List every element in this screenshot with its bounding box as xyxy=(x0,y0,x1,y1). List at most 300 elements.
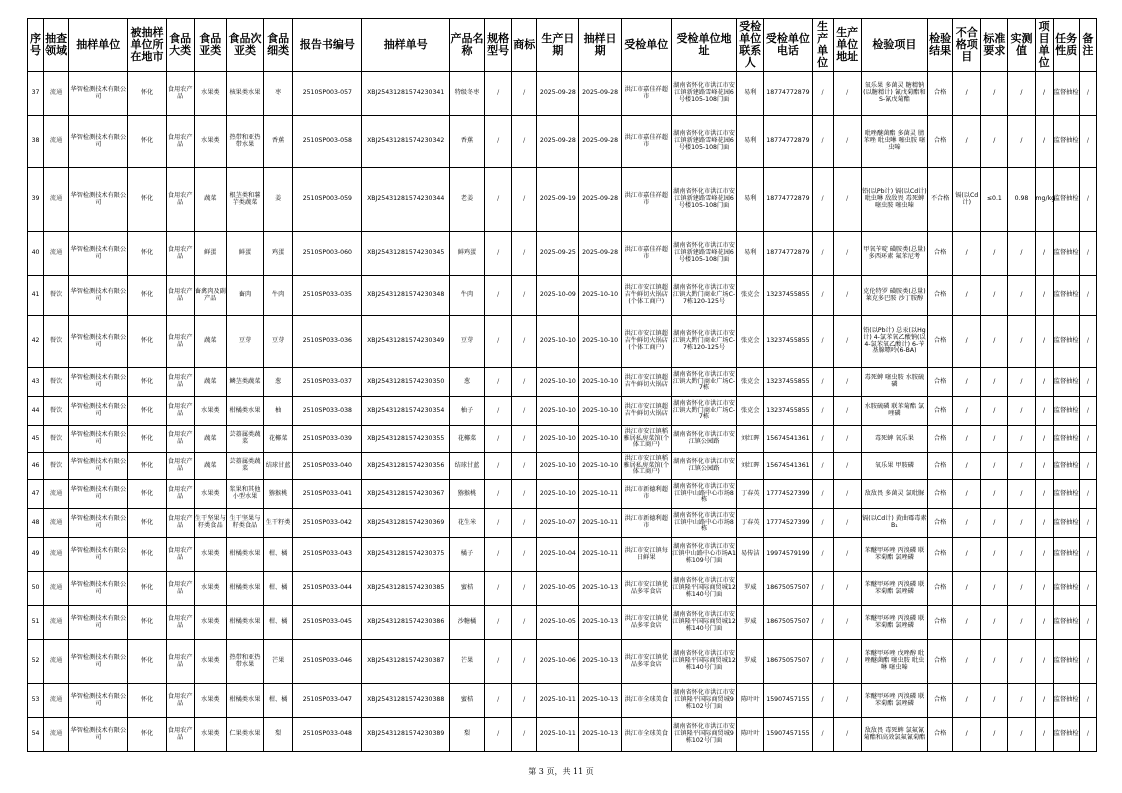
cell-product: 猕猴桃 xyxy=(449,480,484,509)
cell-sample-date: 2025-10-10 xyxy=(579,276,621,316)
cell-producer-addr: / xyxy=(833,718,861,752)
cell-items: 克伦特罗 磺胺类(总量) 莱克多巴胺 沙丁胺醇 xyxy=(861,276,927,316)
table-row xyxy=(28,718,1097,752)
cell-cat2: 蔬菜 xyxy=(194,168,226,232)
cell-seq: 46 xyxy=(28,453,44,480)
cell-spec: / xyxy=(485,426,512,453)
cell-report: 2510SP033-040 xyxy=(293,453,362,480)
cell-domain: 流通 xyxy=(44,480,69,509)
cell-item-unit: / xyxy=(1035,397,1053,426)
cell-sampler: 华智检测技术有限公司 xyxy=(69,316,128,368)
table-row xyxy=(28,572,1097,606)
cell-phone: 13237455855 xyxy=(764,316,812,368)
cell-report: 2510SP033-035 xyxy=(293,276,362,316)
cell-result: 合格 xyxy=(928,572,953,606)
cell-measured: / xyxy=(1008,718,1035,752)
cell-report: 2510SP003-060 xyxy=(293,232,362,276)
cell-seq: 51 xyxy=(28,606,44,640)
cell-note: / xyxy=(1079,368,1096,397)
cell-standard: / xyxy=(981,368,1008,397)
cell-items: 苯醚甲环唑 丙溴磷 联苯菊酯 氯唑磷 xyxy=(861,606,927,640)
cell-seq: 52 xyxy=(28,640,44,684)
cell-brand: / xyxy=(512,509,537,538)
header-cell: 报告书编号 xyxy=(293,19,362,72)
cell-seq: 41 xyxy=(28,276,44,316)
cell-contact: 刘红晖 xyxy=(737,453,764,480)
cell-domain: 餐饮 xyxy=(44,453,69,480)
cell-seq: 39 xyxy=(28,168,44,232)
header-cell: 抽查领域 xyxy=(44,19,69,72)
cell-cat4: 结球甘蓝 xyxy=(264,453,293,480)
cell-item-unit: / xyxy=(1035,72,1053,116)
cell-producer: / xyxy=(812,640,833,684)
table-row xyxy=(28,232,1097,276)
cell-prod-date: 2025-10-11 xyxy=(537,684,579,718)
cell-result: 合格 xyxy=(928,538,953,572)
cell-report: 2510SP033-046 xyxy=(293,640,362,684)
cell-domain: 流通 xyxy=(44,116,69,168)
cell-unit: 洪江市安江镇超吉牛鲜切火锅店(个体工商户) xyxy=(621,276,671,316)
cell-product: 沙糖橘 xyxy=(449,606,484,640)
cell-sample-no: XBJ25431281574230386 xyxy=(362,606,449,640)
cell-items: 敌敌畏 多菌灵 氯吡脲 xyxy=(861,480,927,509)
table-row xyxy=(28,368,1097,397)
cell-phone: 18675057507 xyxy=(764,572,812,606)
cell-standard: / xyxy=(981,426,1008,453)
cell-nature: 监督抽检 xyxy=(1053,426,1079,453)
cell-sample-no: XBJ25431281574230354 xyxy=(362,397,449,426)
cell-product: 豆芽 xyxy=(449,316,484,368)
cell-nature: 监督抽检 xyxy=(1053,368,1079,397)
cell-cat2: 水果类 xyxy=(194,718,226,752)
cell-cat2: 畜禽肉及副产品 xyxy=(194,276,226,316)
cell-cat4: 鸡蛋 xyxy=(264,232,293,276)
cell-spec: / xyxy=(485,480,512,509)
cell-fail-item: / xyxy=(953,72,981,116)
cell-phone: 18774772879 xyxy=(764,72,812,116)
cell-cat2: 水果类 xyxy=(194,606,226,640)
cell-unit: 洪江市安江镇每日鲜果 xyxy=(621,538,671,572)
cell-cat1: 食用农产品 xyxy=(166,232,194,276)
cell-report: 2510SP003-059 xyxy=(293,168,362,232)
cell-cat3: 芸薹属类蔬菜 xyxy=(226,453,263,480)
cell-cat1: 食用农产品 xyxy=(166,116,194,168)
cell-brand: / xyxy=(512,640,537,684)
cell-sample-no: XBJ25431281574230388 xyxy=(362,684,449,718)
cell-address: 湖南省怀化市洪江市安江镇新建路雪峰花园6号楼105-108门面 xyxy=(671,168,736,232)
cell-producer: / xyxy=(812,426,833,453)
cell-sample-date: 2025-10-13 xyxy=(579,718,621,752)
cell-spec: / xyxy=(485,718,512,752)
cell-sample-date: 2025-10-10 xyxy=(579,453,621,480)
cell-sample-no: XBJ25431281574230375 xyxy=(362,538,449,572)
cell-seq: 54 xyxy=(28,718,44,752)
cell-cat4: 柑、橘 xyxy=(264,538,293,572)
cell-nature: 监督抽检 xyxy=(1053,168,1079,232)
cell-sample-no: XBJ25431281574230385 xyxy=(362,572,449,606)
cell-cat1: 食用农产品 xyxy=(166,480,194,509)
cell-standard: / xyxy=(981,572,1008,606)
cell-producer: / xyxy=(812,538,833,572)
cell-address: 湖南省怀化市洪江市安江镇新建路雪峰花园6号楼105-108门面 xyxy=(671,72,736,116)
cell-prod-date: 2025-09-19 xyxy=(537,168,579,232)
cell-unit: 洪江市安江镇优品多零食店 xyxy=(621,640,671,684)
cell-city: 怀化 xyxy=(128,116,166,168)
cell-domain: 流通 xyxy=(44,572,69,606)
cell-nature: 监督抽检 xyxy=(1053,276,1079,316)
cell-cat3: 根茎类和薯芋类蔬菜 xyxy=(226,168,263,232)
cell-prod-date: 2025-10-10 xyxy=(537,453,579,480)
cell-contact: 丁春英 xyxy=(737,480,764,509)
cell-nature: 监督抽检 xyxy=(1053,232,1079,276)
cell-producer: / xyxy=(812,572,833,606)
cell-cat4: 柑、橘 xyxy=(264,684,293,718)
cell-unit: 洪江市嘉佳祥超市 xyxy=(621,168,671,232)
header-cell: 生产单位地址 xyxy=(833,19,861,72)
cell-items: 苯醚甲环唑 丙溴磷 联苯菊酯 氯唑磷 xyxy=(861,684,927,718)
cell-cat3: 柑橘类水果 xyxy=(226,538,263,572)
cell-fail-item: / xyxy=(953,316,981,368)
cell-sample-date: 2025-10-10 xyxy=(579,397,621,426)
cell-standard: / xyxy=(981,509,1008,538)
cell-report: 2510SP033-044 xyxy=(293,572,362,606)
header-cell: 项目单位 xyxy=(1035,19,1053,72)
cell-contact: 丁春英 xyxy=(737,509,764,538)
cell-city: 怀化 xyxy=(128,368,166,397)
cell-brand: / xyxy=(512,168,537,232)
cell-prod-date: 2025-10-10 xyxy=(537,397,579,426)
cell-cat4: 葱 xyxy=(264,368,293,397)
cell-brand: / xyxy=(512,116,537,168)
cell-address: 湖南省怀化市洪江市安江镇中山路中心市场8栋 xyxy=(671,480,736,509)
cell-brand: / xyxy=(512,718,537,752)
cell-fail-item: / xyxy=(953,572,981,606)
cell-item-unit: mg/kg xyxy=(1035,168,1053,232)
cell-producer-addr: / xyxy=(833,509,861,538)
cell-sampler: 华智检测技术有限公司 xyxy=(69,276,128,316)
cell-sampler: 华智检测技术有限公司 xyxy=(69,426,128,453)
cell-producer: / xyxy=(812,276,833,316)
cell-nature: 监督抽检 xyxy=(1053,572,1079,606)
cell-cat2: 蔬菜 xyxy=(194,316,226,368)
cell-cat1: 食用农产品 xyxy=(166,509,194,538)
cell-contact: 罗威 xyxy=(737,640,764,684)
cell-address: 湖南省怀化市洪江市安江镇大黔门商业广场C-7栋120-125号 xyxy=(671,316,736,368)
cell-cat4: 芒果 xyxy=(264,640,293,684)
cell-cat2: 水果类 xyxy=(194,72,226,116)
cell-seq: 44 xyxy=(28,397,44,426)
cell-items: 苯醚甲环唑 丙溴磷 联苯菊酯 氯唑磷 xyxy=(861,538,927,572)
cell-result: 合格 xyxy=(928,684,953,718)
cell-items: 氧乐果 甲胺磷 xyxy=(861,453,927,480)
cell-result: 合格 xyxy=(928,232,953,276)
cell-result: 合格 xyxy=(928,509,953,538)
cell-city: 怀化 xyxy=(128,718,166,752)
cell-seq: 45 xyxy=(28,426,44,453)
cell-cat1: 食用农产品 xyxy=(166,426,194,453)
cell-address: 湖南省怀化市洪江市安江镇隆平国际商贸城9栋102号门面 xyxy=(671,718,736,752)
page-footer: 第 3 页，共 11 页 xyxy=(528,767,594,776)
cell-city: 怀化 xyxy=(128,572,166,606)
cell-items: 毒死蜱 氧乐果 xyxy=(861,426,927,453)
cell-measured: / xyxy=(1008,509,1035,538)
cell-items: 苯醚甲环唑 戊唑醇 吡唑醚菌酯 噻虫胺 吡虫啉 噻虫嗪 xyxy=(861,640,927,684)
cell-product: 蜜桔 xyxy=(449,572,484,606)
cell-brand: / xyxy=(512,72,537,116)
cell-cat4: 柑、橘 xyxy=(264,572,293,606)
cell-measured: / xyxy=(1008,572,1035,606)
cell-measured: / xyxy=(1008,368,1035,397)
cell-unit: 洪江市嘉佳祥超市 xyxy=(621,232,671,276)
cell-sampler: 华智检测技术有限公司 xyxy=(69,640,128,684)
cell-cat1: 食用农产品 xyxy=(166,276,194,316)
cell-standard: / xyxy=(981,606,1008,640)
cell-item-unit: / xyxy=(1035,276,1053,316)
cell-cat3: 畜肉 xyxy=(226,276,263,316)
cell-measured: / xyxy=(1008,72,1035,116)
cell-cat1: 食用农产品 xyxy=(166,640,194,684)
cell-city: 怀化 xyxy=(128,684,166,718)
cell-producer-addr: / xyxy=(833,606,861,640)
cell-standard: / xyxy=(981,232,1008,276)
cell-city: 怀化 xyxy=(128,276,166,316)
cell-sample-date: 2025-09-28 xyxy=(579,116,621,168)
cell-cat4: 柚 xyxy=(264,397,293,426)
cell-sample-no: XBJ25431281574230344 xyxy=(362,168,449,232)
cell-result: 合格 xyxy=(928,718,953,752)
cell-sample-date: 2025-10-13 xyxy=(579,684,621,718)
cell-spec: / xyxy=(485,116,512,168)
cell-result: 合格 xyxy=(928,426,953,453)
cell-sample-date: 2025-10-11 xyxy=(579,480,621,509)
cell-sampler: 华智检测技术有限公司 xyxy=(69,509,128,538)
cell-city: 怀化 xyxy=(128,453,166,480)
cell-note: / xyxy=(1079,316,1096,368)
cell-report: 2510SP033-042 xyxy=(293,509,362,538)
cell-prod-date: 2025-09-28 xyxy=(537,116,579,168)
header-cell: 食品大类 xyxy=(166,19,194,72)
cell-note: / xyxy=(1079,480,1096,509)
cell-seq: 38 xyxy=(28,116,44,168)
cell-prod-date: 2025-10-07 xyxy=(537,509,579,538)
cell-fail-item: / xyxy=(953,640,981,684)
cell-note: / xyxy=(1079,276,1096,316)
cell-seq: 53 xyxy=(28,684,44,718)
cell-nature: 监督抽检 xyxy=(1053,538,1079,572)
cell-items: 吡唑醚菌酯 多菌灵 腈苯唑 吡虫啉 噻虫胺 噻虫嗪 xyxy=(861,116,927,168)
cell-item-unit: / xyxy=(1035,480,1053,509)
cell-nature: 监督抽检 xyxy=(1053,718,1079,752)
cell-brand: / xyxy=(512,606,537,640)
cell-result: 合格 xyxy=(928,116,953,168)
cell-seq: 42 xyxy=(28,316,44,368)
cell-cat4: 牛肉 xyxy=(264,276,293,316)
header-cell: 食品亚类 xyxy=(194,19,226,72)
cell-sample-date: 2025-10-10 xyxy=(579,426,621,453)
cell-cat3: 柑橘类水果 xyxy=(226,397,263,426)
cell-sample-no: XBJ25431281574230389 xyxy=(362,718,449,752)
cell-items: 铅(以Pb计) 总汞(以Hg计) 4-氯苯氧乙酸钠(以4-氯苯氧乙酸计) 6-苄基腺嘌呤(6-BA) xyxy=(861,316,927,368)
cell-item-unit: / xyxy=(1035,606,1053,640)
cell-cat4: 梨 xyxy=(264,718,293,752)
cell-address: 湖南省怀化市洪江市安江镇公园路 xyxy=(671,426,736,453)
cell-items: 水胺硫磷 联苯菊酯 氯唑磷 xyxy=(861,397,927,426)
cell-city: 怀化 xyxy=(128,316,166,368)
cell-seq: 40 xyxy=(28,232,44,276)
cell-unit: 洪江市全球美食 xyxy=(621,684,671,718)
cell-cat1: 食用农产品 xyxy=(166,453,194,480)
cell-fail-item: / xyxy=(953,116,981,168)
cell-measured: / xyxy=(1008,397,1035,426)
cell-standard: / xyxy=(981,276,1008,316)
cell-sampler: 华智检测技术有限公司 xyxy=(69,116,128,168)
cell-cat2: 水果类 xyxy=(194,572,226,606)
cell-spec: / xyxy=(485,453,512,480)
cell-producer-addr: / xyxy=(833,72,861,116)
table-row xyxy=(28,276,1097,316)
cell-unit: 洪江市安江镇超吉牛鲜切火锅店 xyxy=(621,397,671,426)
cell-seq: 43 xyxy=(28,368,44,397)
cell-address: 湖南省怀化市洪江市安江镇大黔门商业广场C-7栋120-125号 xyxy=(671,276,736,316)
cell-fail-item: / xyxy=(953,718,981,752)
cell-seq: 50 xyxy=(28,572,44,606)
cell-cat2: 生干坚果与籽类食品 xyxy=(194,509,226,538)
cell-item-unit: / xyxy=(1035,640,1053,684)
cell-unit: 洪江市安江镇超吉牛鲜切火锅店(个体工商户) xyxy=(621,316,671,368)
cell-item-unit: / xyxy=(1035,426,1053,453)
cell-report: 2510SP033-048 xyxy=(293,718,362,752)
cell-cat3: 柑橘类水果 xyxy=(226,684,263,718)
cell-product: 柚子 xyxy=(449,397,484,426)
header-cell: 受检单位 xyxy=(621,19,671,72)
cell-spec: / xyxy=(485,538,512,572)
sampling-results-table xyxy=(27,18,1097,752)
header-cell: 被抽样单位所在地市 xyxy=(128,19,166,72)
cell-note: / xyxy=(1079,572,1096,606)
cell-measured: / xyxy=(1008,276,1035,316)
cell-nature: 监督抽检 xyxy=(1053,480,1079,509)
cell-product: 梨 xyxy=(449,718,484,752)
cell-city: 怀化 xyxy=(128,426,166,453)
cell-standard: / xyxy=(981,453,1008,480)
cell-cat2: 蔬菜 xyxy=(194,453,226,480)
cell-phone: 18675057507 xyxy=(764,606,812,640)
cell-standard: / xyxy=(981,684,1008,718)
cell-phone: 18774772879 xyxy=(764,168,812,232)
cell-product: 葱 xyxy=(449,368,484,397)
cell-report: 2510SP033-036 xyxy=(293,316,362,368)
cell-sample-date: 2025-10-11 xyxy=(579,538,621,572)
cell-note: / xyxy=(1079,538,1096,572)
cell-phone: 13237455855 xyxy=(764,397,812,426)
cell-items: 铅(以Pb计) 镉(以Cd计) 吡虫啉 敌敌畏 毒死蜱 噻虫胺 噻虫嗪 xyxy=(861,168,927,232)
cell-cat2: 水果类 xyxy=(194,538,226,572)
cell-cat3: 柑橘类水果 xyxy=(226,572,263,606)
cell-phone: 18774772879 xyxy=(764,232,812,276)
cell-nature: 监督抽检 xyxy=(1053,397,1079,426)
cell-cat3: 鲜蛋 xyxy=(226,232,263,276)
cell-item-unit: / xyxy=(1035,316,1053,368)
header-cell: 序号 xyxy=(28,19,44,72)
cell-sample-date: 2025-10-10 xyxy=(579,368,621,397)
cell-product: 鲜鸡蛋 xyxy=(449,232,484,276)
cell-result: 合格 xyxy=(928,72,953,116)
cell-brand: / xyxy=(512,276,537,316)
cell-producer: / xyxy=(812,316,833,368)
cell-nature: 监督抽检 xyxy=(1053,316,1079,368)
cell-sample-no: XBJ25431281574230369 xyxy=(362,509,449,538)
header-cell: 实测值 xyxy=(1008,19,1035,72)
cell-note: / xyxy=(1079,640,1096,684)
cell-cat1: 食用农产品 xyxy=(166,168,194,232)
cell-address: 湖南省怀化市洪江市安江镇隆平国际商贸城12栋140号门面 xyxy=(671,572,736,606)
cell-unit: 洪江市嘉佳祥超市 xyxy=(621,116,671,168)
table-row xyxy=(28,453,1097,480)
cell-cat2: 水果类 xyxy=(194,397,226,426)
cell-seq: 37 xyxy=(28,72,44,116)
cell-report: 2510SP033-045 xyxy=(293,606,362,640)
cell-cat2: 水果类 xyxy=(194,684,226,718)
cell-brand: / xyxy=(512,480,537,509)
cell-sample-no: XBJ25431281574230345 xyxy=(362,232,449,276)
cell-brand: / xyxy=(512,426,537,453)
cell-product: 花生米 xyxy=(449,509,484,538)
cell-product: 老姜 xyxy=(449,168,484,232)
table-row xyxy=(28,426,1097,453)
cell-cat3: 芸薹属类蔬菜 xyxy=(226,426,263,453)
cell-prod-date: 2025-10-10 xyxy=(537,480,579,509)
cell-unit: 洪江市新德利超市 xyxy=(621,480,671,509)
cell-producer: / xyxy=(812,368,833,397)
table-row xyxy=(28,640,1097,684)
cell-brand: / xyxy=(512,453,537,480)
cell-address: 湖南省怀化市洪江市安江镇隆平国际商贸城12栋140号门面 xyxy=(671,640,736,684)
cell-standard: ≤0.1 xyxy=(981,168,1008,232)
cell-nature: 监督抽检 xyxy=(1053,509,1079,538)
cell-cat1: 食用农产品 xyxy=(166,368,194,397)
cell-brand: / xyxy=(512,572,537,606)
cell-result: 合格 xyxy=(928,480,953,509)
cell-result: 合格 xyxy=(928,453,953,480)
cell-nature: 监督抽检 xyxy=(1053,684,1079,718)
cell-items: 毒死蜱 噻虫胺 水胺硫磷 xyxy=(861,368,927,397)
header-cell: 不合格项目 xyxy=(953,19,981,72)
cell-cat2: 水果类 xyxy=(194,640,226,684)
cell-cat2: 蔬菜 xyxy=(194,368,226,397)
header-cell: 商标 xyxy=(512,19,537,72)
cell-contact: 易利 xyxy=(737,168,764,232)
cell-note: / xyxy=(1079,72,1096,116)
cell-cat2: 鲜蛋 xyxy=(194,232,226,276)
cell-contact: 易利 xyxy=(737,232,764,276)
cell-cat2: 蔬菜 xyxy=(194,426,226,453)
cell-product: 结球甘蓝 xyxy=(449,453,484,480)
cell-city: 怀化 xyxy=(128,232,166,276)
cell-item-unit: / xyxy=(1035,453,1053,480)
cell-fail-item: / xyxy=(953,453,981,480)
cell-prod-date: 2025-09-25 xyxy=(537,232,579,276)
cell-producer: / xyxy=(812,480,833,509)
cell-address: 湖南省怀化市洪江市安江镇中山路中心市场A1栋109号门面 xyxy=(671,538,736,572)
cell-sampler: 华智检测技术有限公司 xyxy=(69,684,128,718)
cell-city: 怀化 xyxy=(128,509,166,538)
cell-standard: / xyxy=(981,480,1008,509)
cell-spec: / xyxy=(485,640,512,684)
cell-producer-addr: / xyxy=(833,316,861,368)
cell-phone: 15907457155 xyxy=(764,684,812,718)
cell-note: / xyxy=(1079,509,1096,538)
cell-producer-addr: / xyxy=(833,116,861,168)
